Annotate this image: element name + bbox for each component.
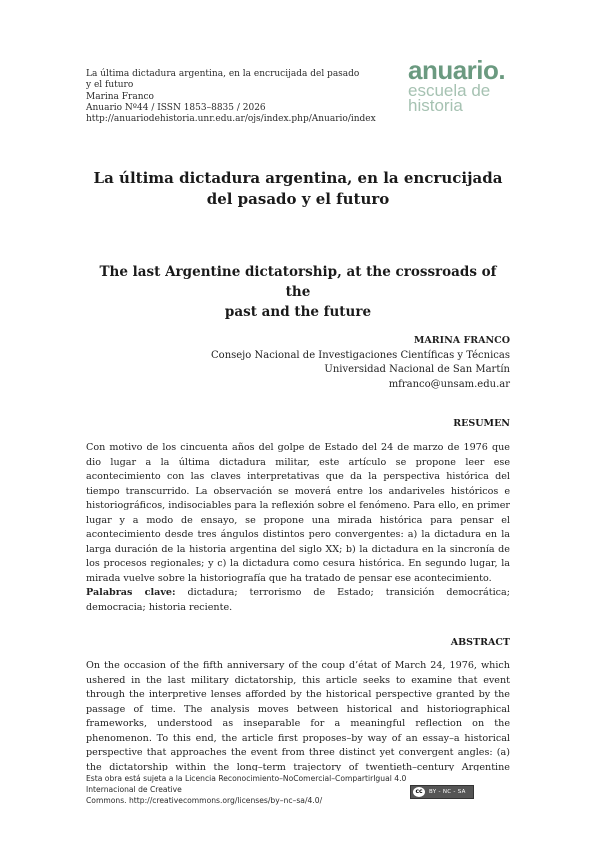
logo-subtitle-1: escuela de xyxy=(408,81,491,100)
author-block xyxy=(211,334,510,392)
title-en-line-1: The last Argentine dictatorship, at the crossroads of the xyxy=(99,264,497,300)
keywords-list: dictadura; terrorismo de Estado; transición democrática; democracia; historia reciente. xyxy=(86,587,510,613)
cc-badge-terms: BY - NC - SA xyxy=(429,789,466,795)
article-title-english xyxy=(86,262,510,322)
header-citation xyxy=(86,69,376,125)
logo-wordmark: anuario. xyxy=(408,55,506,85)
author-name: MARINA FRANCO xyxy=(413,335,510,346)
keywords-paragraph xyxy=(86,586,510,615)
article-title-spanish xyxy=(86,168,510,210)
abstract-paragraph: On the occasion of the fifth anniversary of the coup d’état of March 24, 1976, which ushered in the last military dictatorship, this article seeks to examine that event through the interpretive lenses afforded by the historical perspective granted by the passage of time. The analysis moves between historical and historiographical frameworks, understood as inseparable for a meaningful reflection on the phenomenon. To this end, the article first proposes–by way of an essay–a historical perspective that approaches the event from three distinct yet convergent angles: (a) the dictatorship within the long–term trajectory of twentieth–century Argentine xyxy=(86,660,510,771)
title-en-line-2: past and the future xyxy=(224,304,372,320)
license-line-2-link[interactable]: Commons. http://creativecommons.org/licenses/by–nc–sa/4.0/ xyxy=(86,796,323,805)
title-es-line-1: La última dictadura argentina, en la encrucijada xyxy=(93,169,503,187)
license-line-1: Esta obra está sujeta a la Licencia Reconocimiento–NoComercial–CompartirIgual 4.0 Internacional de Creative xyxy=(86,774,407,794)
header-title-line-2: y el futuro xyxy=(86,80,134,91)
header-url-link[interactable]: http://anuariodehistoria.unr.edu.ar/ojs/index.php/Anuario/index xyxy=(86,114,376,125)
author-affiliation-1: Consejo Nacional de Investigaciones Científicas y Técnicas xyxy=(211,349,510,361)
keywords-label: Palabras clave: xyxy=(86,587,176,598)
license-notice xyxy=(86,773,416,806)
creative-commons-icon: cc xyxy=(413,787,425,797)
journal-logo xyxy=(408,57,518,113)
logo-subtitle-2: historia xyxy=(408,96,463,115)
cc-license-badge[interactable] xyxy=(410,785,474,799)
author-affiliation-2: Universidad Nacional de San Martín xyxy=(324,364,510,375)
title-es-line-2: del pasado y el futuro xyxy=(206,190,390,208)
resumen-paragraph: Con motivo de los cincuenta años del golpe de Estado del 24 de marzo de 1976 que dio lugar a la última dictadura militar, este artículo se propone leer ese acontecimiento con las claves interpretativas que da la perspectiva histórica del tiempo transcurrido. La observación se moverá entre los andariveles históricos e historiográficos, indisociables para la reflexión sobre el fenómeno. Para ello, en primer lugar y a modo de ensayo, se propone una mirada histórica para pensar el acontecimiento desde tres ángulos distintos pero convergentes: a) la dictadura en la larga duración de la historia argentina del siglo XX; b) la dictadura en la sincronía de los procesos regionales; y c) la dictadura como cesura histórica. En segundo lugar, la mirada vuelve sobre la historiografía que ha tratado de pensar ese acontecimiento. xyxy=(86,442,510,584)
header-title-line-1: La última dictadura argentina, en la encrucijada del pasado xyxy=(86,69,360,79)
author-email-link[interactable]: mfranco@unsam.edu.ar xyxy=(388,378,510,390)
resumen-heading: RESUMEN xyxy=(453,418,510,429)
header-author: Marina Franco xyxy=(86,91,154,102)
header-issn: Anuario Nº44 / ISSN 1853–8835 / 2026 xyxy=(86,102,266,113)
abstract-heading: ABSTRACT xyxy=(450,637,510,648)
